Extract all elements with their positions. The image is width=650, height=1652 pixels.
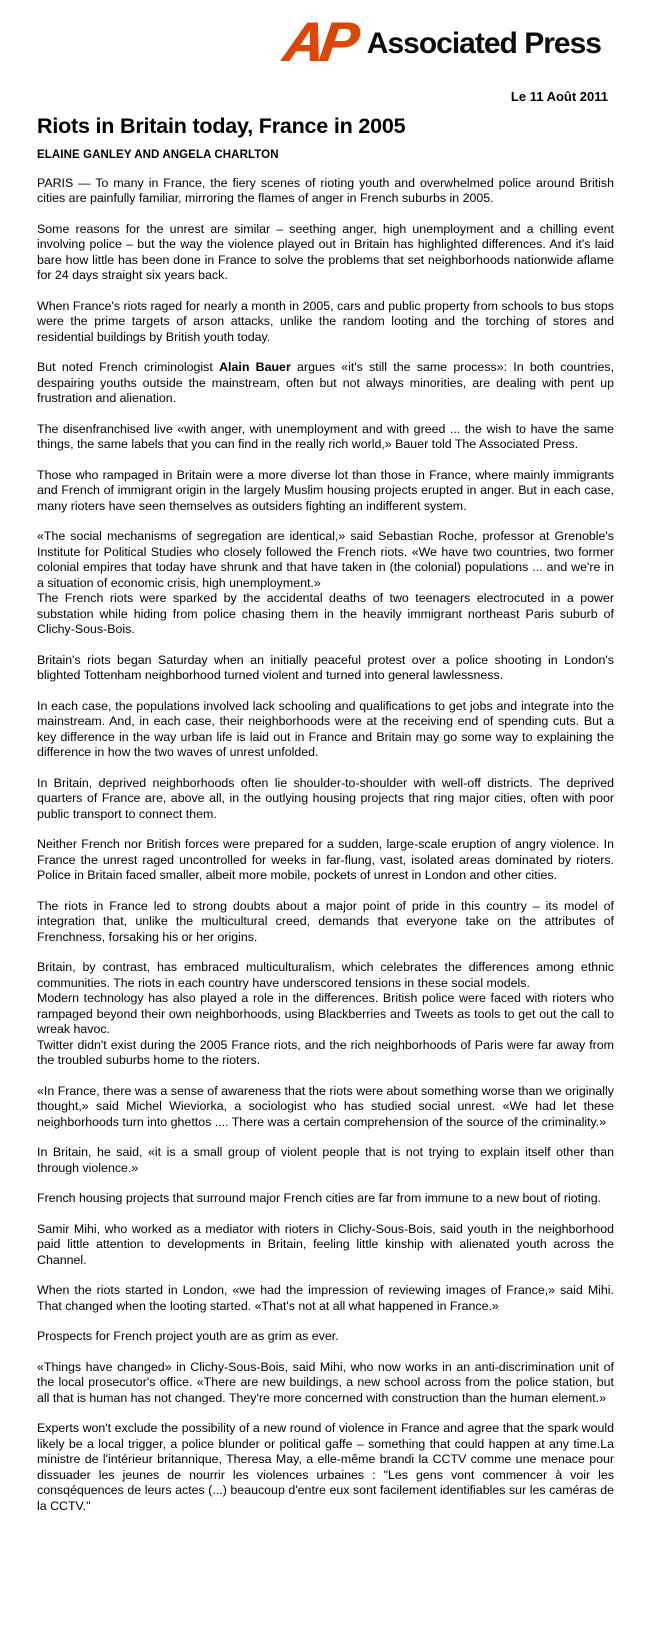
paragraph-text: The French riots were sparked by the accidental deaths of two teenagers electrocuted in a power substation while hiding from police chasing them in the heavily immigrant northeast Paris suburb of Clichy-Sous-Bois. <box>37 591 614 637</box>
ap-logo <box>279 10 601 73</box>
paragraph-text: When the riots started in London, «we had the impression of reviewing images of France,» said Mihi. That changed when the looting started. «That's not at all what happened in France.» <box>37 1283 614 1313</box>
article-paragraph <box>37 699 614 761</box>
paragraph-text: argues «it's still the same process»: In both countries, despairing youths outside the mainstream, often but not always minorities, are dealing with pent up frustration and alienation. <box>37 360 615 406</box>
article-paragraph <box>37 1421 614 1514</box>
article-paragraph <box>37 991 614 1038</box>
paragraph-bold-text: Alain Bauer <box>219 360 291 375</box>
article-paragraph <box>37 837 614 884</box>
article-date: Le 11 Août 2011 <box>510 89 608 104</box>
article-paragraph <box>37 1222 614 1269</box>
paragraph-text: Experts won't exclude the possibility of a new round of violence in France and agree that the spark would likely be a local trigger, a police blunder or political gaffe – something that could happen at any time.La ministre de l'intérieur britannique, Theresa May, a elle-même brandi la CCTV comme une menace pour dissuader les jeunes de nourrir les violences urbaines : "Les gens vont commencer à voir les consqéquences de leurs actes (...) beaucoup d'entre eux sont facilement identifiables sur les caméras de la CCTV." <box>37 1421 614 1513</box>
masthead <box>0 0 650 112</box>
article-paragraph <box>37 960 614 991</box>
paragraph-text: «In France, there was a sense of awareness that the riots were about something worse than we originally thought,» said Michel Wieviorka, a sociologist who has studied social unrest. «We had let these neighborhoods turn into ghettos .... There was a certain comprehension of the source of the criminality.» <box>37 1083 614 1129</box>
paragraph-text: In Britain, deprived neighborhoods often lie shoulder-to-shoulder with well-off districts. The deprived quarters of France are, above all, in the outlying housing projects that ring major cities, often with poor public transport to connect them. <box>37 775 614 821</box>
paragraph-text: In each case, the populations involved lack schooling and qualifications to get jobs and integrate into the mainstream. And, in each case, their neighborhoods were at the receiving end of spending cuts. But a key difference in the way urban life is laid out in France and Britain may go some way to explaining the difference in how the two waves of unrest unfolded. <box>37 698 614 760</box>
ap-logo-wordmark: Associated Press <box>366 27 601 60</box>
article-paragraph <box>37 299 614 346</box>
article-paragraph <box>37 1145 614 1176</box>
byline: ELAINE GANLEY AND ANGELA CHARLTON <box>37 148 279 161</box>
paragraph-text: In Britain, he said, «it is a small group of violent people that is not trying to explain itself other than through violence.» <box>37 1145 614 1175</box>
page-title: Riots in Britain today, France in 2005 <box>37 114 406 138</box>
paragraph-text: The riots in France led to strong doubts about a major point of pride in this country – its model of integration that, unlike the multicultural creed, demands that everyone take on the attributes of Frenchness, forsaking his or her origins. <box>37 898 614 944</box>
paragraph-text: The disenfranchised live «with anger, with unemployment and with greed ... the wish to have the same things, the same labels that you can find in the really rich world,» Bauer told The Associated Press. <box>37 421 614 452</box>
article-body <box>37 176 614 1515</box>
paragraph-text: «The social mechanisms of segregation are identical,» said Sebastian Roche, professor at Grenoble's Institute for Political Studies who closely followed the French riots. «We have two countries, two former colonial empires that today have shrunk and that have taken in (the colonial) populations ... and we're in a situation of economic crisis, high unemployment.» <box>37 529 614 590</box>
article-paragraph <box>37 776 614 823</box>
paragraph-text: Those who rampaged in Britain were a more diverse lot than those in France, where mainly immigrants and French of immigrant origin in the largely Muslim housing projects erupted in anger. But in each case, many rioters have seen themselves as outsiders fighting an indifferent system. <box>37 467 614 513</box>
ap-logo-mark-icon: AP <box>279 10 359 73</box>
article-paragraph <box>37 468 614 515</box>
article-paragraph <box>37 360 614 407</box>
paragraph-text: Twitter didn't exist during the 2005 France riots, and the rich neighborhoods of Paris were far away from the troubled suburbs home to the rioters. <box>37 1037 614 1068</box>
article-paragraph <box>37 1084 614 1131</box>
paragraph-text: Modern technology has also played a role in the differences. British police were faced with rioters who rampaged beyond their own neighborhoods, using Blackberries and Tweets as tools to get out the call to wreak havoc. <box>37 991 614 1037</box>
article-paragraph <box>37 222 614 284</box>
article-paragraph <box>37 1283 614 1314</box>
article-paragraph <box>37 591 614 638</box>
paragraph-text: French housing projects that surround major French cities are far from immune to a new bout of rioting. <box>37 1191 602 1206</box>
paragraph-text: Samir Mihi, who worked as a mediator with rioters in Clichy-Sous-Bois, said youth in the neighborhood paid little attention to developments in Britain, feeling little kinship with alienated youth across the Channel. <box>37 1221 614 1267</box>
article-paragraph <box>37 529 614 591</box>
paragraph-text: Neither French nor British forces were prepared for a sudden, large-scale eruption of angry violence. In France the unrest raged uncontrolled for weeks in far-flung, vast, isolated areas dominated by rioters. Police in Britain faced smaller, albeit more mobile, pockets of unrest in London and other cities. <box>37 837 614 883</box>
paragraph-text: But noted French criminologist <box>37 360 220 375</box>
article-content <box>37 114 614 1514</box>
article-paragraph <box>37 653 614 684</box>
paragraph-text: Britain, by contrast, has embraced multiculturalism, which celebrates the differences among ethnic communities. The riots in each country have underscored tensions in these social models. <box>37 960 614 990</box>
article-paragraph <box>37 176 614 207</box>
paragraph-text: Britain's riots began Saturday when an initially peaceful protest over a police shooting in London's blighted Tottenham neighborhood turned violent and turned into general lawlessness. <box>37 652 614 683</box>
article-paragraph <box>37 1329 614 1345</box>
article-paragraph <box>37 422 614 453</box>
paragraph-text: When France's riots raged for nearly a month in 2005, cars and public property from schools to bus stops were the prime targets of arson attacks, unlike the random looting and the torching of stores and residential buildings by British youth today. <box>37 298 614 344</box>
article-paragraph <box>37 1191 614 1207</box>
article-paragraph <box>37 1360 614 1407</box>
paragraph-text: «Things have changed» in Clichy-Sous-Bois, said Mihi, who now works in an anti-discrimination unit of the local prosecutor's office. «There are new buildings, a new school across from the police station, but all that is human has not changed. They're more concerned with construction than the human element.» <box>37 1359 614 1405</box>
paragraph-text: Some reasons for the unrest are similar – seething anger, high unemployment and a chilling event involving police – but the way the violence played out in Britain has highlighted differences. And it's laid bare how little has been done in France to solve the problems that set neighborhoods nationwide aflame for 24 days straight six years back. <box>37 221 614 283</box>
paragraph-text: Prospects for French project youth are as grim as ever. <box>37 1329 339 1344</box>
article-paragraph <box>37 1038 614 1069</box>
article-paragraph <box>37 899 614 946</box>
paragraph-text: PARIS — To many in France, the fiery scenes of rioting youth and overwhelmed police around British cities are painfully familiar, mirroring the flames of anger in French suburbs in 2005. <box>37 175 614 206</box>
